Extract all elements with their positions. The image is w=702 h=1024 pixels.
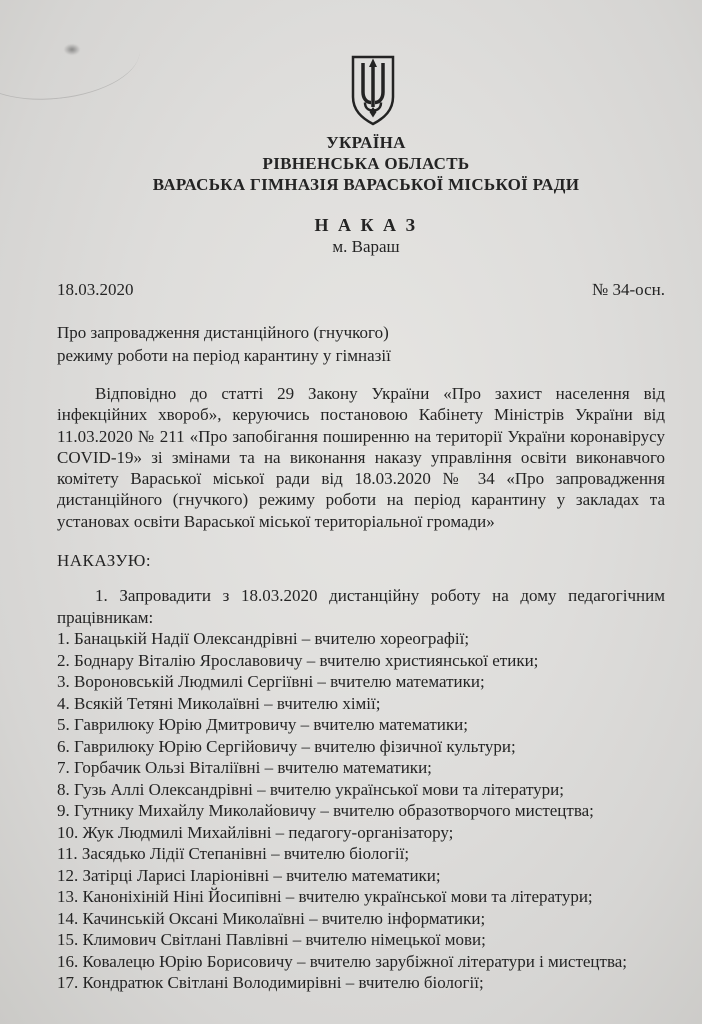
order-subject (57, 322, 665, 367)
meta-row (57, 279, 665, 300)
teacher-list-item: 13. Каноніхіній Ніні Йосипівні – вчителю української мови та літератури; (57, 887, 593, 907)
document-type-title: Н А К А З (314, 215, 418, 235)
order-item-1: 1. Запровадити з 18.03.2020 дистанційну роботу на дому педагогічним працівникам: (57, 586, 665, 627)
teacher-list-item: 3. Вороновській Людмилі Сергіївні – вчителю математики; (57, 672, 485, 692)
teacher-list-item: 10. Жук Людмилі Михайлівні – педагогу-організатору; (57, 822, 454, 842)
teacher-list-item: 7. Горбачик Ользі Віталіївні – вчителю математики; (57, 758, 432, 778)
teacher-list-item: 11. Засядько Лідії Степанівні – вчителю біології; (57, 844, 410, 864)
teacher-list-item: 17. Кондратюк Світлані Володимирівні – вчителю біології; (57, 973, 484, 993)
teacher-list-item: 14. Качинській Оксані Миколаївні – вчителю інформатики; (57, 908, 486, 928)
order-heading: НАКАЗУЮ: (57, 551, 152, 571)
institution-title: ВАРАСЬКА ГІМНАЗІЯ ВАРАСЬКОЇ МІСЬКОЇ РАДИ (152, 175, 580, 194)
teacher-list-item: 2. Боднару Віталію Ярославовичу – вчителю християнської етики; (57, 650, 539, 670)
order-subject-line-1: Про запровадження дистанційного (гнучкого) (57, 323, 389, 342)
teacher-list-item: 9. Гутнику Михайлу Миколайовичу – вчителю образотворчого мистецтва; (57, 801, 594, 821)
country-title: УКРАЇНА (326, 133, 406, 152)
teacher-list-item: 15. Климович Світлані Павлівні – вчителю німецької мови; (57, 930, 486, 950)
order-date: 18.03.2020 (57, 280, 134, 299)
teacher-list-item: 12. Затірці Ларисі Іларіонівні – вчителю математики; (57, 865, 441, 885)
document-body (0, 279, 702, 994)
scan-scratch-artifact (0, 9, 144, 107)
teacher-list-item: 5. Гаврилюку Юрію Дмитровичу – вчителю математики; (57, 715, 468, 735)
scan-smudge-artifact (64, 44, 80, 55)
teacher-list (57, 628, 665, 994)
ukraine-trident-icon (348, 54, 398, 128)
order-preamble: Відповідно до статті 29 Закону України «Про захист населення від інфекційних хвороб», керуючись постановою Кабінету Міністрів України від 11.03.2020 № 211 «Про запобігання поширенню на території України коронавірусу COVID-19» зі змінами та на виконання наказу управління освіти виконавчого комітету Вараської міської ради від 18.03.2020 № 34 «Про запровадження дистанційного (гнучкого) режиму роботи на період карантину у закладах та установах освіти Вараської міської територіальної громади» (57, 384, 665, 531)
city-line: м. Вараш (332, 237, 400, 256)
region-title: РІВНЕНСЬКА ОБЛАСТЬ (262, 154, 470, 173)
teacher-list-item: 4. Всякій Тетяні Миколаївні – вчителю хімії; (57, 693, 381, 713)
teacher-list-item: 16. Ковалецю Юрію Борисовичу – вчителю зарубіжної літератури і мистецтва; (57, 951, 628, 971)
teacher-list-item: 1. Банацькій Надії Олександрівні – вчителю хореографії; (57, 629, 470, 649)
order-subject-line-2: режиму роботи на період карантину у гімназії (57, 345, 391, 365)
teacher-list-item: 6. Гаврилюку Юрію Сергійовичу – вчителю фізичної культури; (57, 736, 516, 756)
teacher-list-item: 8. Гузь Аллі Олександрівні – вчителю української мови та літератури; (57, 779, 564, 799)
order-number: № 34-осн. (592, 280, 665, 299)
